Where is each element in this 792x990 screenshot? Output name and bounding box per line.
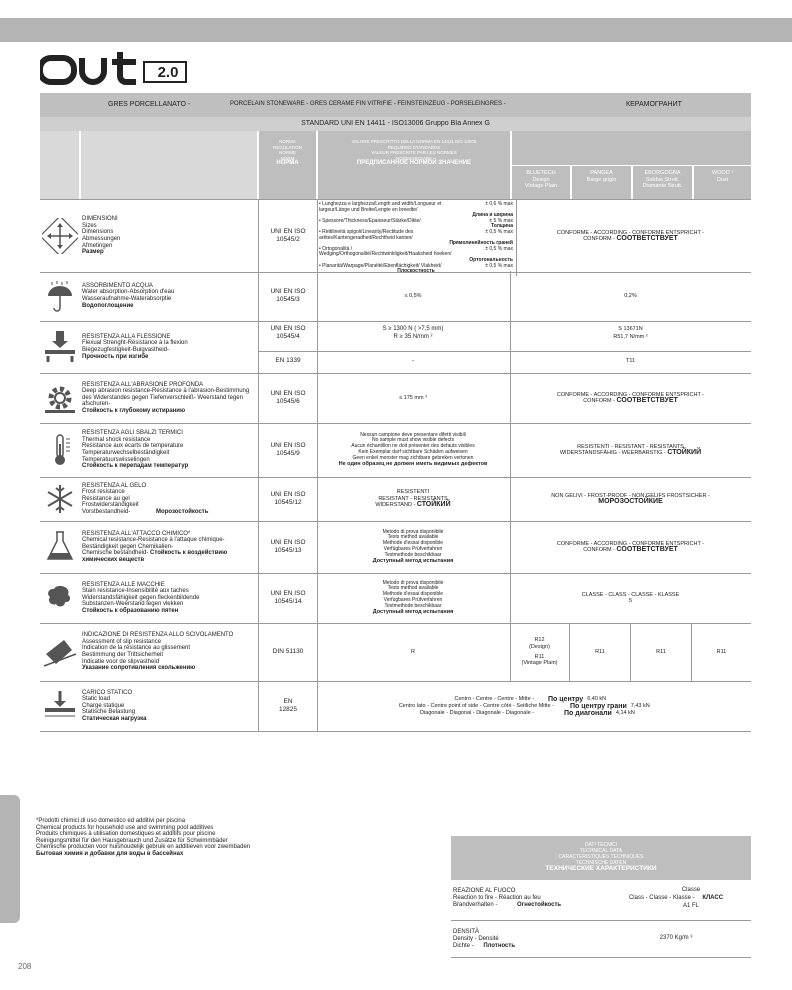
value-text: ≤ 0,5% bbox=[404, 292, 422, 299]
footnote-line: Chemical products for household use and swimming pool additives bbox=[36, 824, 214, 831]
collection-name: EBORGOGNA bbox=[644, 170, 681, 176]
umbrella-water-icon bbox=[40, 271, 80, 321]
table-row-static-load bbox=[40, 681, 751, 732]
prop-line: CARICO STATICO bbox=[82, 689, 133, 696]
norm-line: UNI EN ISO bbox=[270, 325, 306, 332]
snowflake-icon bbox=[40, 477, 80, 521]
table-row-slip bbox=[40, 623, 751, 682]
value-text: Verfügbares Prüfverfahren bbox=[383, 597, 443, 603]
load-ru: По центру грани bbox=[570, 702, 627, 710]
result-text: (Vintage Plain) bbox=[521, 660, 558, 667]
norm-line-2: EN 1339 bbox=[259, 351, 317, 365]
value-text: • Ortogonalità / Wedging/Orthogonalité/Rechtwinkligkeit/Haaksheid hoeken/ bbox=[319, 245, 452, 258]
prop-ru: Морозостойкость bbox=[156, 508, 209, 515]
prop-line: Vorstbestandheid- bbox=[82, 508, 131, 515]
tech-prop-line: Dichte - bbox=[453, 943, 474, 949]
prop-line: ASSORBIMENTO ACQUA bbox=[82, 282, 153, 289]
footnote-line: *Prodotti chimici di uso domestico ed additivi per piscina bbox=[36, 818, 186, 824]
norm-line: UNI EN ISO bbox=[270, 539, 306, 546]
prop-ru: Стойкость к образованию пятен bbox=[82, 607, 179, 614]
result-text: CONFORME - ACCORDING - CONFORME ENTSPRICHT - CONFORM - bbox=[556, 391, 705, 404]
tech-prop-ru: Огнестойкость bbox=[517, 902, 562, 908]
result-ru: СООТВЕТСТВУЕТ bbox=[616, 397, 678, 404]
norm-line: UNI EN ISO bbox=[270, 491, 306, 498]
tech-prop-line: Density - Densité bbox=[453, 936, 499, 942]
load-text: Diagonale - Diagonal - Diagonale - Diagonale - bbox=[419, 709, 534, 716]
value-cell bbox=[316, 573, 511, 623]
norm-label-3: NORME bbox=[279, 150, 296, 155]
header-columns bbox=[40, 131, 751, 199]
value-ru: Плоскостность bbox=[397, 268, 435, 275]
property-label bbox=[82, 373, 252, 423]
arrows-dimensions-icon bbox=[40, 200, 80, 272]
result-text: (Design) bbox=[529, 643, 550, 650]
prop-line: RESISTENZA ALL'ATTACCO CHIMICO* bbox=[82, 530, 191, 537]
prop-line: Frost resistance bbox=[82, 489, 125, 496]
result-cell bbox=[510, 321, 751, 377]
abrasion-gear-icon bbox=[40, 373, 80, 423]
value-cell bbox=[316, 373, 511, 423]
tech-prop-line: Reaction to fire - Réaction au feu bbox=[453, 895, 541, 901]
technical-data-table bbox=[451, 836, 751, 958]
result-cell bbox=[510, 477, 751, 521]
result-text: CLASSE - CLASS - CLASSE - KLASSE bbox=[581, 591, 680, 598]
value-text: Metodo di prova disponibile bbox=[382, 528, 444, 535]
header-col3: КЕРАМОГРАНИТ bbox=[626, 101, 682, 108]
value-text: Testmethode beschikbaar bbox=[384, 551, 442, 558]
tech-header-line: TECHNISCHE DATEN bbox=[575, 860, 627, 866]
value-ru: Не один образец не должен иметь видимых дефектов bbox=[338, 460, 488, 467]
norm-line: 10545/6 bbox=[276, 398, 300, 405]
table-row-abrasion bbox=[40, 373, 751, 424]
value-cell bbox=[316, 321, 511, 377]
property-label bbox=[82, 521, 252, 573]
value-text: Testmethode beschikbaar bbox=[384, 602, 442, 609]
result-text: NON GELIVI - FROST-PROOF - NON GELIFS FROSTSICHER - bbox=[551, 492, 710, 499]
value-text: S ≥ 1300 N ( >7,5 mm) bbox=[382, 326, 444, 332]
prop-line: Temperaturwechselbeständigkeit bbox=[82, 450, 170, 456]
req-label-3: VALEUR PRESCRITE PAR LES NORMES bbox=[371, 150, 457, 155]
value-text: • Lunghezza e larghezza/Length and width/Longueur et largeur/Länge und Breite/Lengte en breedte/ bbox=[319, 201, 442, 213]
value-ru: Прямолинейность граней bbox=[449, 240, 513, 247]
collection-name: PANGEA bbox=[590, 170, 613, 176]
flask-icon bbox=[40, 521, 80, 573]
result-cell bbox=[510, 573, 751, 623]
prop-line: Chemische bestandheid- bbox=[82, 550, 149, 557]
prop-line: Thermal shock resistance bbox=[82, 436, 151, 443]
result-ru: СООТВЕТСТВУЕТ bbox=[616, 235, 678, 242]
result-text: CONFORME - ACCORDING - CONFORME ENTSPRICHT - CONFORM - bbox=[556, 229, 705, 242]
footnote bbox=[36, 818, 336, 858]
page-number: 208 bbox=[18, 962, 32, 971]
prop-ru: Статическая нагрузка bbox=[82, 715, 147, 722]
prop-ru: Стойкость к глубокому истиранию bbox=[82, 407, 186, 414]
tech-value-line: Class - Classe - Klasse - bbox=[628, 895, 695, 901]
value-cell bbox=[316, 423, 511, 477]
norm-cell bbox=[258, 271, 318, 321]
value-text: Methode d'essai disponible bbox=[382, 540, 444, 547]
prop-ru: Прочность при изгибе bbox=[82, 353, 149, 360]
tech-value bbox=[601, 886, 751, 910]
result-cell bbox=[510, 623, 751, 681]
prop-line: Charge statique bbox=[82, 702, 125, 709]
result-cell bbox=[510, 423, 751, 477]
value-text: R ≥ 35 N/mm ² bbox=[393, 334, 433, 340]
value-cell bbox=[316, 268, 511, 321]
req-label-1: VALORE PRESCRITTO DELLA NORMA EN 14411 ISO 13006 bbox=[351, 139, 477, 144]
norm-line: 12825 bbox=[278, 706, 298, 713]
tech-header-line: DATI TECNICI bbox=[584, 842, 618, 848]
norm-line: UNI EN ISO bbox=[270, 288, 306, 295]
value-ru: Доступный метод испытания bbox=[372, 608, 454, 615]
prop-line: RESISTENZA ALLE MACCHIE bbox=[82, 581, 165, 588]
collection-sub: Barge grigio bbox=[586, 176, 617, 183]
tech-prop-ru: Плотность bbox=[483, 943, 516, 949]
prop-line: Indicatie voor de slipvastheid bbox=[82, 658, 160, 665]
value-text: • Rettilineità spigoli/Linearity/Rectitude des arêtes/Kantengeradheit/Rechtheid kanten/ bbox=[319, 228, 414, 241]
norm-label-ru: НОРМА bbox=[276, 160, 299, 166]
prop-line: Bestimmung der Trittsicherheit bbox=[82, 652, 164, 658]
tech-header bbox=[451, 836, 751, 880]
prop-ru: Водопоглощение bbox=[82, 302, 134, 309]
value-text: ≤ 175 mm ³ bbox=[399, 394, 427, 401]
property-label bbox=[82, 623, 252, 681]
result-ru: МОРОЗОСТОЙКИЕ bbox=[598, 498, 663, 505]
prop-ru: Указание сопротивления скольжению bbox=[82, 665, 196, 672]
tech-header-ru: ТЕХНИЧЕСКИЕ ХАРАКТЕРИСТИКИ bbox=[545, 865, 657, 872]
load-text: Centro lato - Centre point of side - Centre côté - Seitliche Mitte - bbox=[398, 702, 554, 709]
load-value: 6,40 kN bbox=[587, 695, 607, 702]
value-text: Nessun campione deve presentare difetti visibili bbox=[360, 431, 466, 438]
norm-cell bbox=[258, 521, 318, 573]
result-text: R12 bbox=[534, 637, 545, 644]
prop-line: Wasseraufnahme-Waterabsorptie bbox=[82, 296, 172, 302]
norm-line: 10545/14 bbox=[274, 598, 302, 605]
table-row-water-absorption bbox=[40, 268, 751, 322]
result-text: R11 bbox=[595, 648, 605, 655]
collection-sub: Sabbia Strutt. bbox=[645, 176, 680, 183]
table-row-dimensions bbox=[40, 199, 751, 273]
header-col1: GRES PORCELLANATO - bbox=[108, 101, 191, 108]
value-ru: Длина и ширина bbox=[472, 212, 513, 219]
result-text-2: 5 bbox=[628, 598, 633, 604]
value-limit: ± 5 % max bbox=[489, 217, 513, 224]
prop-line: Resistance au gel bbox=[82, 495, 130, 502]
tech-value: 2370 Kg/m ³ bbox=[659, 935, 693, 941]
value-text: Aucun échantillon ne doit présenter des defauts visibles bbox=[351, 443, 475, 450]
load-ru: По диагонали bbox=[564, 709, 612, 717]
tech-value-ru: КЛАСС bbox=[702, 895, 724, 901]
result-text: RESISTENTI - RESISTANT - RESISTANTS WIDERSTANDSFÄHIG - WEERBARSTIG - bbox=[559, 443, 684, 456]
prop-line: DIMENSIONI bbox=[82, 216, 118, 223]
load-ru: По центру bbox=[548, 695, 584, 703]
result-text: CONFORME - ACCORDING - CONFORME ENTSPRICHT - CONFORM - bbox=[556, 540, 705, 553]
slip-shoe-icon bbox=[40, 623, 80, 681]
prop-line: Deep abrasion resistance-Resistance à l'abrasion-Bestimmung des Widerstandes gegen Tiefenverschleiß- Weerstand tegen afschuren- bbox=[82, 388, 250, 408]
norm-label-1: NORMA bbox=[279, 139, 296, 144]
tech-prop bbox=[453, 888, 561, 909]
tech-row-fire bbox=[451, 880, 751, 921]
footnote-ru: Бытовая химия и добавки для воды в бассейнах bbox=[36, 850, 184, 857]
static-load-icon bbox=[40, 681, 80, 731]
norm-cell bbox=[258, 200, 318, 272]
table-row-chemical bbox=[40, 521, 751, 574]
norm-cell bbox=[258, 573, 318, 623]
norm-cell bbox=[258, 623, 318, 681]
value-limit: ± 0,5 % max bbox=[485, 228, 513, 235]
prop-ru: Стойкость к перепадам температур bbox=[82, 463, 189, 470]
stain-icon bbox=[40, 573, 80, 623]
norm-cell bbox=[258, 423, 318, 477]
result-cell bbox=[510, 200, 751, 272]
prop-line: Flexual Strenght-Résistance à la flexion bbox=[82, 340, 188, 347]
norm-cell bbox=[258, 477, 318, 521]
req-label-2: REQUIRED STANDARDS bbox=[387, 144, 441, 150]
result-cell bbox=[510, 373, 751, 423]
tech-value-line: Classe bbox=[681, 887, 701, 893]
norm-line: UNI EN ISO bbox=[270, 390, 306, 397]
footnote-line: Produits chimiques à utilisation domestiques et additifs pour piscine bbox=[36, 831, 216, 838]
prop-ru: Стойкость к воздействию химических веществ bbox=[82, 550, 228, 563]
header-col2: PORCELAIN STONEWARE - GRES CERAME FIN VITRIFIE - FEINSTEINZEUG - PORSELEINGRES - bbox=[230, 101, 506, 107]
prop-line: Biegezugfestigkeit-Buigvastheid- bbox=[82, 347, 170, 353]
table-row-stain bbox=[40, 573, 751, 624]
prop-line: INDICAZIONE DI RESISTENZA ALLO SCIVOLAMENTO bbox=[82, 632, 234, 639]
norm-line: UNI EN ISO bbox=[270, 590, 306, 597]
req-label-4: NORMVORGABE bbox=[395, 155, 432, 161]
result-cell bbox=[510, 271, 751, 321]
prop-line: Dimensions bbox=[82, 229, 114, 236]
prop-ru: Размер bbox=[82, 249, 104, 256]
load-value: 4,14 kN bbox=[615, 709, 635, 716]
tech-row-density bbox=[451, 921, 751, 958]
logo-version: 2.0 bbox=[157, 64, 179, 81]
tech-prop-line: Brandverhalten - bbox=[453, 902, 498, 908]
collection-sub: Dust bbox=[716, 176, 729, 183]
result-text: R11 bbox=[656, 648, 666, 655]
value-text-2: - bbox=[316, 351, 510, 365]
value-text: RESISTENTI bbox=[396, 489, 430, 496]
prop-line: Substanzen-Weerstand tegen vlekken bbox=[82, 601, 184, 608]
value-text: R bbox=[411, 648, 415, 655]
result-ru: СООТВЕТСТВУЕТ bbox=[616, 546, 678, 553]
prop-line: Sizes bbox=[82, 222, 97, 229]
value-text: Tests method available bbox=[387, 585, 439, 592]
prop-line: RESISTENZA AL GELO bbox=[82, 482, 147, 489]
req-label-ru: ПРЕДПИСАННОЕ НОРМОЙ ЗНАЧЕНИЕ bbox=[356, 160, 472, 166]
flexion-press-icon bbox=[40, 321, 80, 373]
result-text: R11 bbox=[534, 654, 545, 660]
prop-line: Stain resistance-Insensibilité aux taches bbox=[82, 588, 189, 595]
table-row-thermal bbox=[40, 423, 751, 478]
norm-line: 10545/3 bbox=[276, 296, 300, 303]
result-text: R51,7 N/mm ² bbox=[613, 334, 648, 340]
result-text-2: T11 bbox=[510, 351, 751, 365]
prop-line: Statische Belastung bbox=[82, 709, 136, 716]
prop-line: Afmetingen bbox=[82, 242, 113, 249]
prop-line: Temperatuurswisselingen bbox=[82, 456, 150, 463]
result-text: R11 bbox=[716, 648, 727, 655]
tech-prop bbox=[453, 929, 515, 950]
top-bar bbox=[0, 18, 792, 42]
prop-line: Frostwiderständigkeit bbox=[82, 502, 139, 509]
load-text: Centro - Centre - Centre - Mitte - bbox=[454, 695, 534, 702]
header-standard: STANDARD UNI EN 14411 - ISO13006 Gruppo BIa Annex G bbox=[40, 117, 751, 131]
value-text: No sample must show visible defects bbox=[372, 437, 454, 444]
collection-sub: Design bbox=[532, 176, 550, 183]
prop-line: Static load bbox=[82, 696, 111, 703]
norm-line: 10545/9 bbox=[276, 450, 300, 457]
prop-line: Widerstandsfähigkeit gegen fleckenbildende bbox=[82, 594, 200, 601]
value-ru: Ортогональность bbox=[469, 256, 513, 263]
value-cell bbox=[316, 200, 517, 276]
value-text: • Spessore/Thickness/Epaisseur/Stärke/Dikte/ bbox=[319, 217, 421, 224]
tech-header-line: TECHNICAL DATA bbox=[579, 848, 623, 854]
value-text: Kein Exemplar darf sichtbare Schäden aufweisen bbox=[358, 449, 468, 455]
result-ru: СТОЙКИЙ bbox=[667, 449, 702, 456]
norm-line: 10545/12 bbox=[274, 499, 302, 506]
norm-cell bbox=[258, 321, 318, 377]
value-ru: Толщина bbox=[491, 223, 513, 230]
norm-cell bbox=[258, 681, 318, 731]
value-text: Verfügbares Prüfverfahren bbox=[383, 546, 443, 552]
table-row-frost bbox=[40, 477, 751, 522]
side-tab bbox=[0, 795, 20, 923]
norm-line: EN bbox=[283, 698, 293, 705]
value-text: Methode d'essai disponible bbox=[382, 591, 444, 598]
collection-sub2: Diamante Strutt. bbox=[642, 183, 683, 189]
value-ru: Доступный метод испытания bbox=[372, 557, 454, 564]
prop-line: RESISTENZA ALLA FLESSIONE bbox=[82, 333, 171, 340]
value-text: WIDERSTAND - bbox=[375, 502, 416, 509]
value-text: Metodo di prova disponibile bbox=[382, 579, 444, 586]
tech-value-line: A1 FL bbox=[682, 903, 699, 909]
tech-header-line: CARACTERISTIQUES TECHNIQUES bbox=[558, 854, 644, 860]
collection-name: BLUETECH bbox=[526, 170, 556, 176]
norm-line: 10545/2 bbox=[276, 236, 300, 243]
norm-label-4: NORM bbox=[280, 155, 295, 161]
value-cell bbox=[316, 521, 511, 573]
tech-prop-line: DENSITÀ bbox=[453, 929, 480, 935]
footnote-line: Reinigungsmittel für den Hausgebrauch und Zusätze für Schwimmbäder bbox=[36, 837, 228, 844]
norm-line: 10545/13 bbox=[274, 547, 302, 554]
thermometer-icon bbox=[40, 423, 80, 477]
prop-line: Resistance aux ecarts de temperature bbox=[82, 443, 184, 450]
norm-cell bbox=[258, 373, 318, 423]
norm-line: UNI EN ISO bbox=[270, 442, 306, 449]
result-text: 0,2% bbox=[624, 292, 637, 299]
prop-line: Assessment of slip resistance bbox=[82, 638, 162, 645]
header-material bbox=[40, 93, 751, 117]
value-text: Tests method available bbox=[387, 534, 439, 541]
prop-line: Indication de la résistance au glissement bbox=[82, 645, 191, 652]
footnote-line: Chemische producten voor huishoudelijk gebruik en additieven voor zwembaden bbox=[36, 844, 251, 851]
load-value: 7,43 kN bbox=[630, 702, 650, 709]
collection-sub2: Vintage Plain bbox=[524, 183, 558, 189]
result-cell bbox=[510, 521, 751, 573]
value-text: RESISTANT - RESISTANTS bbox=[378, 495, 448, 502]
prop-line: RESISTENZA AGLI SBALZI TERMICI bbox=[82, 430, 183, 437]
value-limit: ± 0,6 % max bbox=[485, 201, 513, 207]
value-ru: СТОЙКИЙ bbox=[416, 501, 451, 509]
value-limit: ± 0,5 % max bbox=[485, 245, 513, 252]
value-limit: ± 0,5 % max bbox=[485, 262, 513, 269]
prop-line: Abmessungen bbox=[82, 236, 121, 242]
norm-line: 10545/4 bbox=[276, 333, 300, 340]
norm-label-2: REGULATION bbox=[273, 144, 302, 150]
norm-line: DIN 51130 bbox=[272, 648, 304, 655]
value-cell bbox=[316, 623, 511, 681]
result-text: S 13671N bbox=[618, 326, 643, 332]
tech-prop-line: REAZIONE AL FUOCO bbox=[453, 888, 516, 894]
norm-line: UNI EN ISO bbox=[270, 228, 306, 235]
table-row-flexion bbox=[40, 321, 751, 374]
value-text: • Planarità/Warpage/Planéité/Ebenflächigkeit/ Vlakheid/ bbox=[319, 262, 442, 269]
load-values bbox=[316, 681, 751, 731]
prop-line: RESISTENZA ALL'ABRASIONE PROFONDA bbox=[82, 381, 204, 388]
collection-name: WOOD ¹ bbox=[711, 170, 734, 176]
value-cell bbox=[316, 477, 511, 521]
prop-line: Water absorption-Absorption d'eau bbox=[82, 289, 175, 296]
value-text: Geen enkel monster mag zichtbare gebreken vertonen bbox=[352, 454, 474, 461]
prop-line: Chemical resistance-Resistance à l'attaque chimique-Beständigkeit gegen Chemikalien- bbox=[82, 537, 225, 550]
